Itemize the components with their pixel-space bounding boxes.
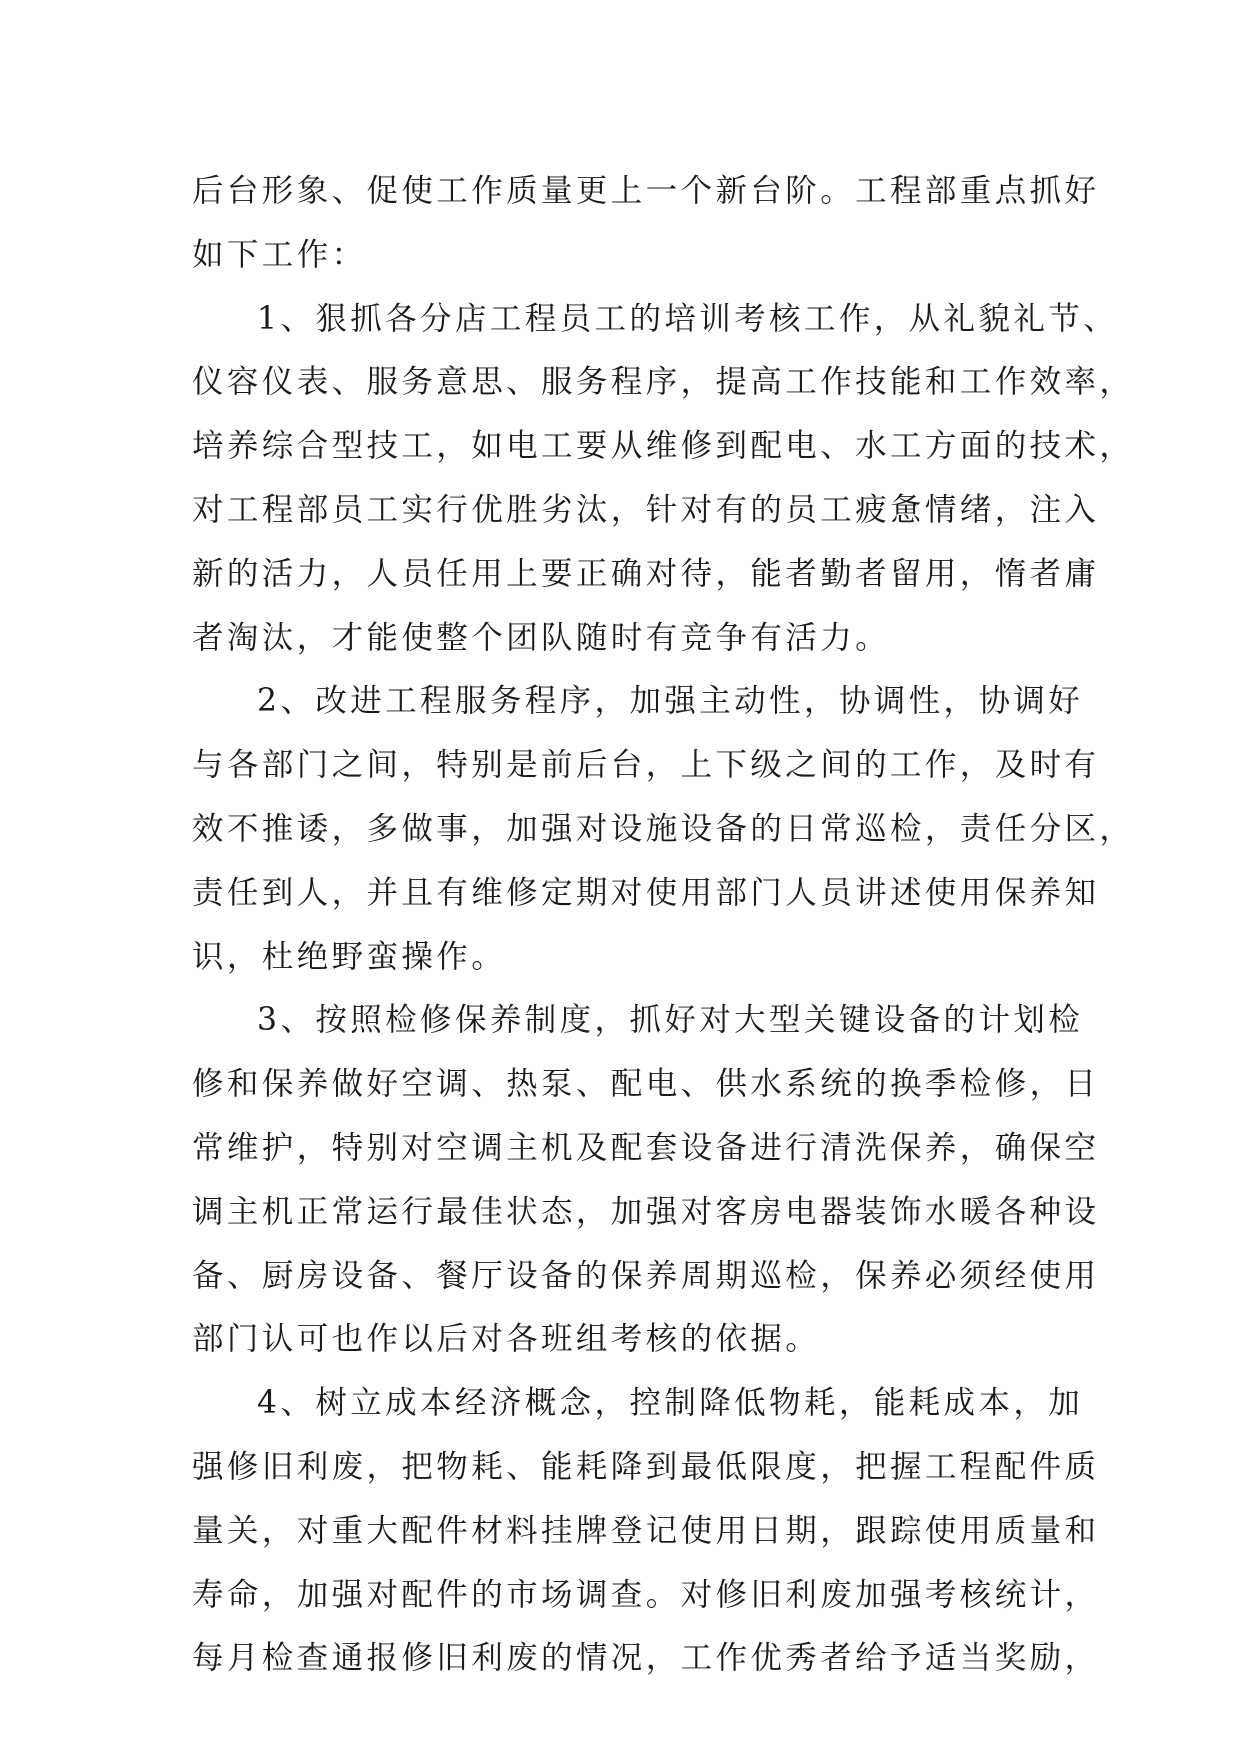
paragraph-3-start: 3、按照检修保养制度，抓好对大型关键设备的计划检 — [257, 1002, 1084, 1039]
text-line: 强修旧利废，把物耗、能耗降到最低限度，把握工程配件质 — [192, 1448, 1100, 1485]
text-line: 与各部门之间，特别是前后台，上下级之间的工作，及时有 — [192, 747, 1100, 784]
text-line: 培养综合型技工，如电工要从维修到配电、水工方面的技术， — [192, 428, 1135, 465]
text-line: 仪容仪表、服务意思、服务程序，提高工作技能和工作效率， — [192, 364, 1135, 401]
text-line: 者淘汰，才能使整个团队随时有竞争有活力。 — [192, 619, 891, 656]
paragraph-4-start: 4、树立成本经济概念，控制降低物耗，能耗成本，加 — [257, 1385, 1084, 1422]
text-line: 修和保养做好空调、热泵、配电、供水系统的换季检修，日 — [192, 1066, 1100, 1103]
text-line: 部门认可也作以后对各班组考核的依据。 — [192, 1321, 821, 1358]
text-line: 每月检查通报修旧利废的情况，工作优秀者给予适当奖励， — [192, 1640, 1100, 1677]
document-body — [192, 160, 1135, 1691]
text-line: 常维护，特别对空调主机及配套设备进行清洗保养，确保空 — [192, 1129, 1100, 1166]
text-line: 后台形象、促使工作质量更上一个新台阶。工程部重点抓好 — [192, 173, 1100, 209]
text-line: 责任到人，并且有维修定期对使用部门人员讲述使用保养知 — [192, 874, 1100, 911]
text-line: 识，杜绝野蛮操作。 — [192, 938, 507, 975]
text-line: 量关，对重大配件材料挂牌登记使用日期，跟踪使用质量和 — [192, 1512, 1100, 1549]
text-line: 如下工作： — [192, 236, 367, 273]
text-line: 备、厨房设备、餐厅设备的保养周期巡检，保养必须经使用 — [192, 1257, 1100, 1294]
paragraph-1-start: 1、狠抓各分店工程员工的培训考核工作，从礼貌礼节、 — [257, 300, 1119, 337]
text-line: 对工程部员工实行优胜劣汰，针对有的员工疲惫情绪，注入 — [192, 491, 1100, 528]
text-line: 调主机正常运行最佳状态，加强对客房电器装饰水暖各种设 — [192, 1193, 1100, 1230]
text-line: 新的活力，人员任用上要正确对待，能者勤者留用，惰者庸 — [192, 555, 1100, 592]
paragraph-2-start: 2、改进工程服务程序，加强主动性，协调性，协调好 — [257, 683, 1084, 720]
text-line: 效不推诿，多做事，加强对设施设备的日常巡检，责任分区， — [192, 810, 1135, 847]
text-line: 寿命，加强对配件的市场调查。对修旧利废加强考核统计， — [192, 1576, 1100, 1613]
